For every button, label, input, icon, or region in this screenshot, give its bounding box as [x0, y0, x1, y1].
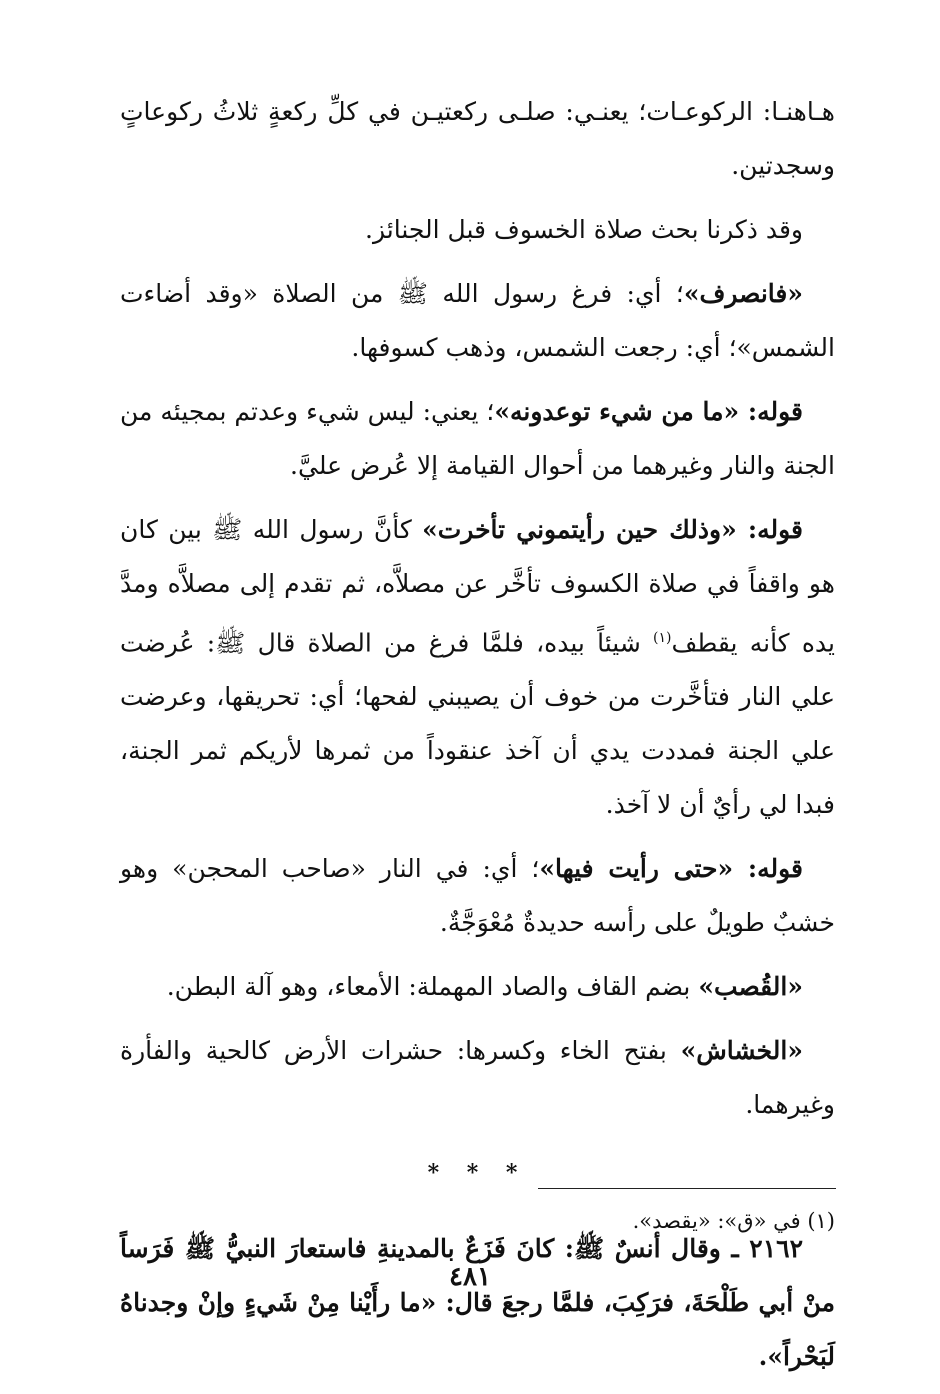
page-number: ٤٨١: [449, 1262, 491, 1292]
paragraph-4: قوله: «ما من شيء توعدونه»؛ يعني: ليس شيء وعدتم بمجيئه من الجنة والنار وغيرهما من أحوال القيامة إلا عُرض عليَّ.: [120, 397, 835, 480]
section-separator: * * *: [427, 1160, 528, 1187]
paragraph-6: قوله: «حتى رأيت فيها»؛ أي: في النار «صاحب المحجن» وهو خشبٌ طويلٌ على رأسه حديدةٌ مُعْوَجَّةٌ.: [120, 854, 835, 938]
paragraph-7: «القُصب» بضم القاف والصاد المهملة: الأمعاء، وهو آلة البطن.: [166, 972, 803, 1002]
hadith-text: ٢١٦٢ ـ وقال أنسٌ ﷺ: كانَ فَزَعٌ بالمدينةِ فاستعارَ النبيُّ ﷺ فَرَساً منْ أبي طَلْحَةَ، فرَكِبَ، فلمَّا رجعَ قال: «ما رأَيْنا مِنْ شَيءٍ وإنْ وجدناهُ لَبَحْراً».: [120, 1234, 835, 1372]
body-text: [120, 85, 835, 1394]
footnote-marker: (١): [653, 630, 672, 646]
paragraph-8: «الخشاش» بفتح الخاء وكسرها: حشرات الأرض كالحية والفأرة وغيرهما.: [120, 1036, 835, 1120]
paragraph-3: «فانصرف»؛ أي: فرغ رسول الله ﷺ من الصلاة «وقد أضاءت الشمس»؛ أي: رجعت الشمس، وذهب كسوفها.: [120, 279, 835, 362]
footnote-rule: [538, 1188, 836, 1189]
paragraph-1: هـاهنـا: الركوعـات؛ يعنـي: صلـى ركعتيـن في كلِّ ركعةٍ ثلاثُ ركوعاتٍ وسجدتين.: [120, 97, 835, 180]
paragraph-2: وقد ذكرنا بحث صلاة الخسوف قبل الجنائز.: [365, 215, 803, 244]
footnote: (١) في «ق»: «يقصد».: [632, 1209, 835, 1233]
paragraph-5: قوله: «وذلك حين رأيتموني تأخرت» كأنَّ رسول الله ﷺ بين كان هو واقفاً في صلاة الكسوف تأخَّر عن مصلاَّه، ثم تقدم إلى مصلاَّه ومدَّ يده كأنه يقطف$^{(١)}$ شيئاً بيده، فلمَّا فرغ من الصلاة قال ﷺ: عُرضت علي النار فتأخَّرت من خوف أن يصيبني لفحها؛ أي: تحريقها، وعرضت علي الجنة فمددت يدي أن آخذ عنقوداً من ثمرها لأريكم ثمر الجنة، فبدا لي رأيٌ أن لا آخذ.: [120, 515, 835, 820]
